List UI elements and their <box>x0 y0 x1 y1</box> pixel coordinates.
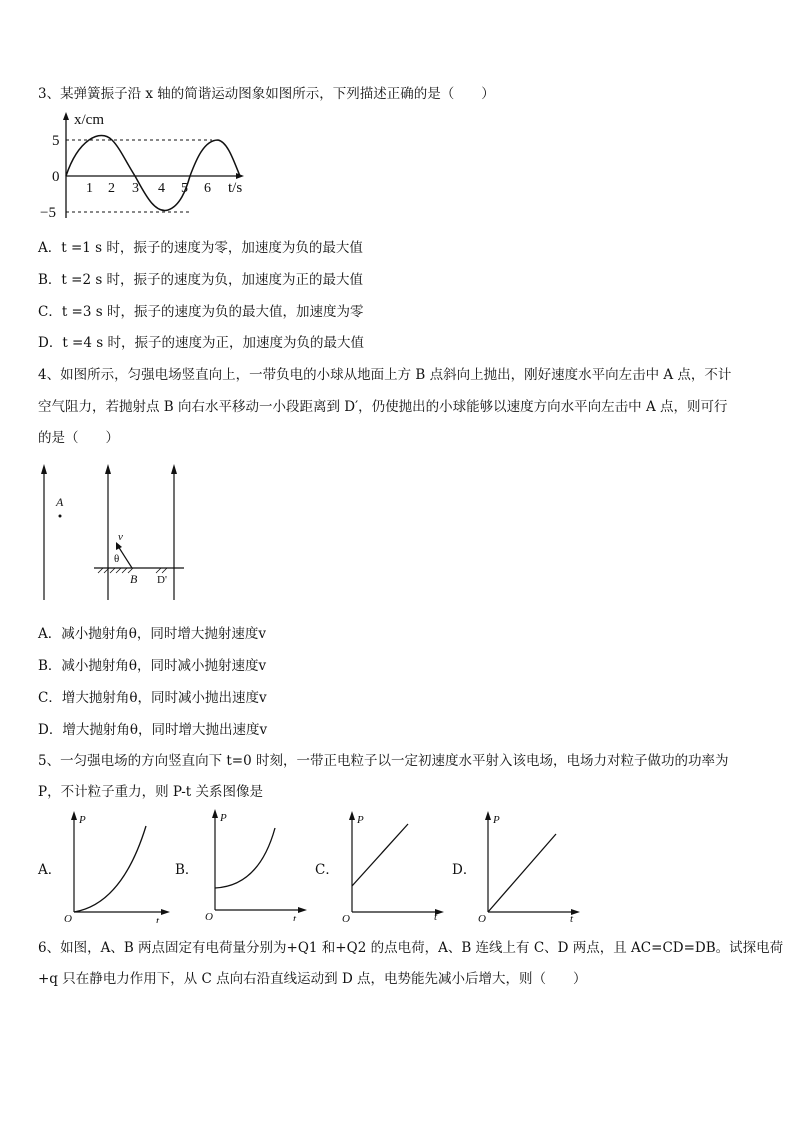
q3-sine-graph <box>30 110 270 220</box>
q5-option-c-label: C． <box>315 862 339 878</box>
q5-graph-c <box>340 808 450 923</box>
q3-x-tick-3: 3 <box>132 181 139 196</box>
q5-graph-c-y-label: P <box>357 814 364 826</box>
q5-graph-b-y-label: P <box>220 812 227 824</box>
q3-x-tick-5: 5 <box>181 181 188 196</box>
q3-x-tick-1: 1 <box>86 181 93 196</box>
q4-field-figure <box>36 460 206 610</box>
q4-stem-line-2: 空气阻力，若抛射点 B 向右水平移动一小段距离到 D′，仍使抛出的小球能够以速度方向水平向左击中 A 点，则可行 <box>38 399 728 415</box>
q4-option-a: A．减小抛射角θ，同时增大抛射速度v <box>38 626 267 642</box>
q4-option-d: D．增大抛射角θ，同时增大抛出速度v <box>38 722 268 738</box>
q3-y-tick-neg5: −5 <box>40 205 56 220</box>
q5-graph-b-x-label: t <box>293 913 297 921</box>
q5-graph-d <box>476 808 586 923</box>
q3-option-b: B．t =2 s 时，振子的速度为负，加速度为正的最大值 <box>38 272 364 288</box>
q5-graph-a-y-label: P <box>79 814 86 826</box>
q4-stem-line-1: 4、如图所示，匀强电场竖直向上，一带负电的小球从地面上方 B 点斜向上抛出，刚好速度水平向左击中 A 点，不计 <box>38 367 732 383</box>
q5-option-b-label: B． <box>175 862 199 878</box>
q3-x-axis-label: t/s <box>228 180 243 196</box>
q6-stem-line-1: 6、如图，A、B 两点固定有电荷量分别为+Q1 和+Q2 的点电荷，A、B 连线上有 C、D 两点，且 AC=CD=DB。试探电荷 <box>38 940 784 956</box>
q3-x-tick-6: 6 <box>204 181 211 196</box>
q4-label-theta: θ <box>114 553 120 565</box>
q3-x-tick-2: 2 <box>108 181 115 196</box>
q5-graph-d-y-label: P <box>493 814 500 826</box>
q4-label-b: B <box>130 572 138 586</box>
q3-option-a: A．t =1 s 时，振子的速度为零，加速度为负的最大值 <box>38 240 363 256</box>
q4-option-b: B．减小抛射角θ，同时减小抛射速度v <box>38 658 267 674</box>
q5-graph-c-origin: O <box>342 913 350 923</box>
q5-stem-line-1: 5、一匀强电场的方向竖直向下 t=0 时刻，一带正电粒子以一定初速度水平射入该电场，电场力对粒子做功的功率为 <box>38 753 729 769</box>
q4-label-d-prime: D' <box>157 574 167 586</box>
q4-stem-line-3: 的是（ ） <box>38 430 119 446</box>
q3-option-d: D．t =4 s 时，振子的速度为正，加速度为负的最大值 <box>38 335 364 351</box>
q3-option-c: C．t =3 s 时，振子的速度为负的最大值，加速度为零 <box>38 304 364 320</box>
q5-graph-a-origin: O <box>64 913 72 923</box>
q3-x-tick-4: 4 <box>158 181 165 196</box>
q3-y-tick-0: 0 <box>52 169 60 185</box>
q4-label-a: A <box>56 495 64 509</box>
q4-option-c: C．增大抛射角θ，同时减小抛出速度v <box>38 690 267 706</box>
q6-stem-line-2: +q 只在静电力作用下，从 C 点向右沿直线运动到 D 点，电势能先减小后增大，则（ ） <box>38 971 587 987</box>
q4-label-v: v <box>118 531 123 543</box>
q5-graph-c-x-label: t <box>434 911 438 923</box>
q5-graph-b-origin: O <box>205 911 213 921</box>
q5-stem-line-2: P，不计粒子重力，则 P-t 关系图像是 <box>38 784 263 800</box>
q3-y-axis-label: x/cm <box>74 112 104 128</box>
q3-stem: 3、某弹簧振子沿 x 轴的简谐运动图象如图所示，下列描述正确的是（ ） <box>38 86 495 102</box>
q5-graph-a-x-label: t <box>156 915 160 923</box>
q5-graph-b <box>203 806 313 921</box>
q5-option-d-label: D． <box>452 862 477 878</box>
q5-graph-d-x-label: t <box>570 913 574 923</box>
q5-graph-a <box>62 808 172 923</box>
q5-option-a-label: A． <box>38 862 62 878</box>
q3-y-tick-5: 5 <box>52 133 60 149</box>
q5-graph-d-origin: O <box>478 913 486 923</box>
